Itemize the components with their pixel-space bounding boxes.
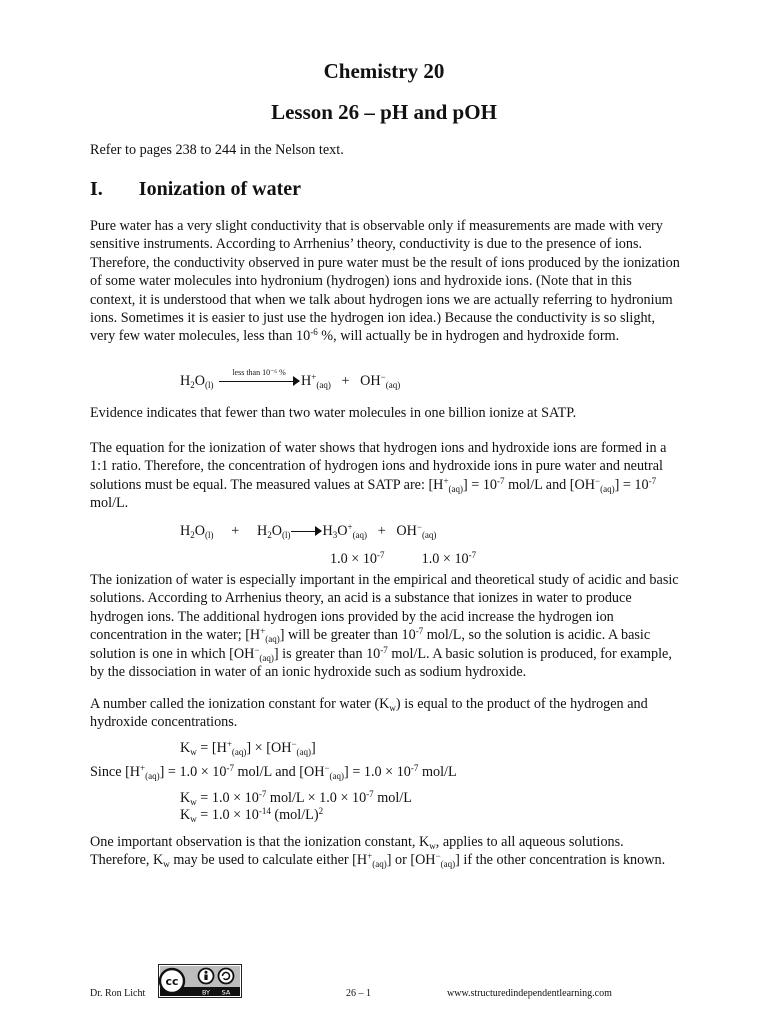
- svg-text:BY: BY: [201, 988, 211, 997]
- paragraph-evidence: Evidence indicates that fewer than two water molecules in one billion ionize at SATP.: [90, 405, 577, 421]
- footer-page-number: 26 – 1: [346, 988, 371, 999]
- since-statement: Since $[H^+_{(aq)}] = 1.0 \times 10^{-7}$ mol/L and $[OH^-_{(aq)}] = 1.0 \times 10^{-7}$ mol/L: [90, 763, 457, 781]
- reaction-arrow-2: [291, 531, 321, 532]
- lesson-title: Lesson 26 – pH and pOH: [271, 100, 497, 124]
- equation-ionization-1: $H_2O_{(l)}$ less than 10⁻⁶ % $H^+_{(aq)}$ + $OH^-_{(aq)}$: [180, 368, 401, 390]
- section-number: I.: [90, 178, 103, 200]
- course-title: Chemistry 20: [323, 59, 445, 83]
- paragraph-kw-usage: One important observation is that the ionization constant, $K_w$, applies to all aqueous solutions. Therefore, $K_w$ may be used to calculate either $[H^+_{(aq)}]$ or $[OH^-_{(aq)}]$ if the other concentration is known.: [90, 834, 666, 870]
- cc-by-sa-logo: [158, 964, 242, 998]
- intro-text: Refer to pages 238 to 244 in the Nelson text.: [90, 142, 344, 158]
- paragraph-ionization-constant: A number called the ionization constant for water $(K_w)$ is equal to the product of the hydrogen and hydroxide concentrations.: [90, 696, 648, 731]
- equation-concentrations: $1.0 \times 10^{-7}$ $1.0 \times 10^{-7}$: [330, 550, 477, 567]
- kw-value: $K_w = 1.0 \times 10^{-14}$ $(mol/L)^2$: [180, 806, 324, 824]
- footer-author: Dr. Ron Licht: [90, 988, 146, 999]
- share-alike-icon: [219, 969, 234, 984]
- kw-calculation: $K_w = 1.0 \times 10^{-7}$ $mol/L \times 1.0 \times 10^{-7}$ mol/L: [180, 789, 412, 807]
- paragraph-equal-concentrations: The equation for the ionization of water shows that hydrogen ions and hydroxide ions are formed in a 1:1 ratio. Therefore, the concentration of hydrogen ions and hydroxide ions in pure water and neutral solutions must be equal. The measured values at SATP are: $[H^+_{(aq)}] = 10^{-7}$ mol/L and $[OH^-_{(aq)}] = 10^{-7}$ mol/L.: [90, 440, 667, 512]
- footer-website[interactable]: www.structuredindependentlearning.com: [447, 988, 612, 999]
- section-heading: [90, 178, 301, 201]
- equation-ionization-2: $H_2O_{(l)}$ + $H_2O_{(l)}$ $H_3O^+_{(aq)}$ + $OH^-_{(aq)}$: [180, 522, 437, 540]
- reaction-arrow: less than 10⁻⁶ %: [219, 381, 299, 382]
- section-title: Ionization of water: [138, 178, 301, 200]
- paragraph-acids-bases: The ionization of water is especially important in the empirical and theoretical study of acidic and basic solutions. According to Arrhenius theory, an acid is a substance that ionizes in water to produce hydrogen ions. The additional hydrogen ions provided by the acid increase the hydrogen ion concentration in the water; $[H^+_{(aq)}]$ will be greater than $10^{-7}$ mol/L, so the solution is acidic. A basic solution is one in which $[OH^-_{(aq)}]$ is greater than $10^{-7}$ mol/L. A basic solution is produced, for example, by the dissociation in water of an ionic hydroxide such as sodium hydroxide.: [90, 572, 679, 681]
- kw-definition: $K_w = [H^+_{(aq)}] \times [OH^-_{(aq)}]$: [180, 739, 316, 757]
- paragraph-conductivity: Pure water has a very slight conductivity that is observable only if measurements are made with very sensitive instruments. According to Arrhenius’ theory, conductivity is due to the presence of ions. Therefore, the conductivity observed in pure water must be the result of ions produced by the ionization of some water molecules into hydronium (hydrogen) ions and hydroxide ions. (Note that in this context, it is understood that when we talk about hydrogen ions we are actually referring to hydronium ions. Sometimes it is easier to just use the hydrogen ion idea.) Because the conductivity is so slight, very few water molecules, less than $10^{-6}$ %, will actually be in hydrogen and hydroxide form.: [90, 218, 680, 345]
- svg-text:SA: SA: [221, 988, 231, 997]
- svg-text:cc: cc: [165, 975, 179, 988]
